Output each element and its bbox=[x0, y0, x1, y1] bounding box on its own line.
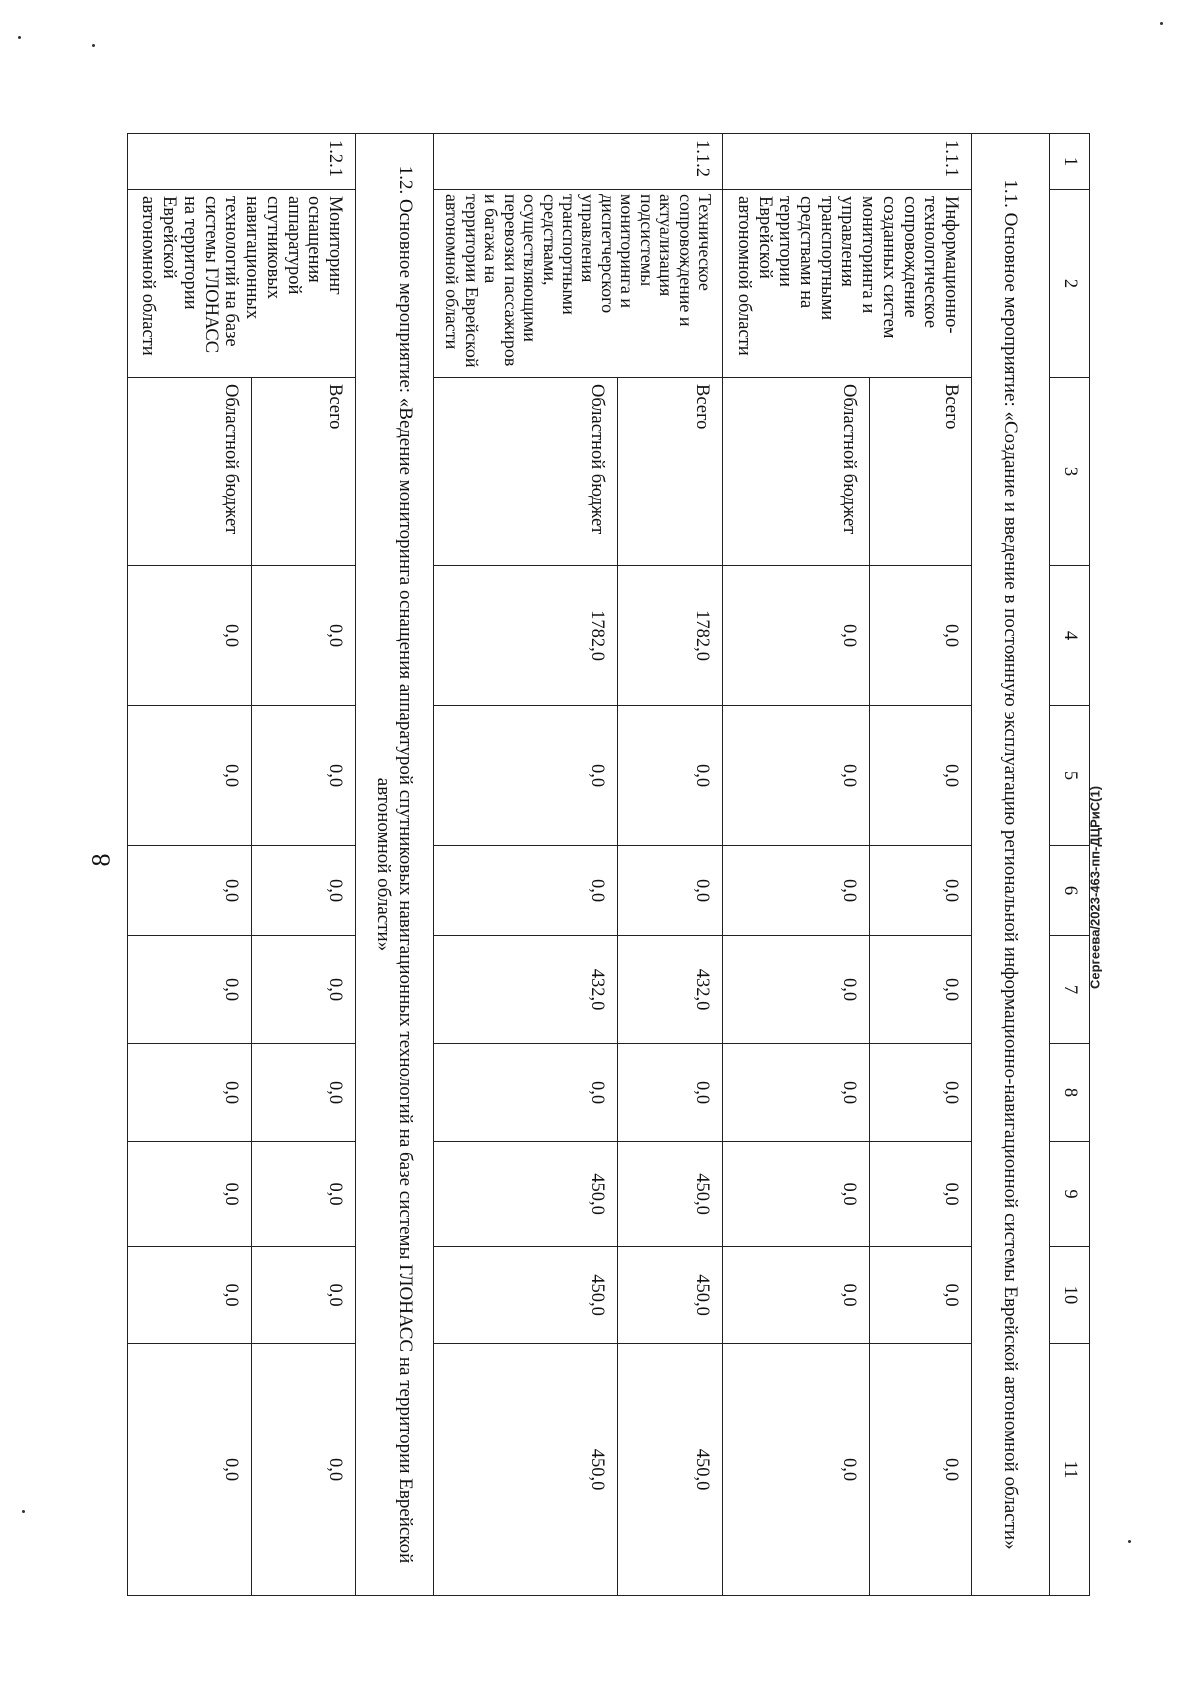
funding-source: Всего bbox=[252, 378, 356, 566]
value-cell: 0,0 bbox=[127, 1247, 251, 1344]
value-cell: 0,0 bbox=[869, 1142, 971, 1247]
value-cell: 0,0 bbox=[433, 706, 617, 846]
table-row bbox=[869, 134, 971, 1596]
funding-source: Всего bbox=[617, 378, 723, 566]
value-cell: 0,0 bbox=[127, 706, 251, 846]
header-cell: 2 bbox=[1050, 190, 1090, 378]
document-code: Сергеева/2023-463-пп-ДЦРиС(1) bbox=[1087, 785, 1103, 990]
table-row bbox=[252, 134, 356, 1596]
item-name: Мониторинг оснащения аппаратурой спутниковых навигационных технологий на базе системы ГЛОНАСС на территории Еврейской автономной области bbox=[127, 190, 355, 378]
value-cell: 0,0 bbox=[617, 706, 723, 846]
value-cell: 0,0 bbox=[252, 1044, 356, 1142]
scan-speck bbox=[1128, 1540, 1131, 1543]
value-cell: 0,0 bbox=[252, 706, 356, 846]
value-cell: 0,0 bbox=[723, 1142, 870, 1247]
section-row bbox=[972, 134, 1050, 1596]
value-cell: 0,0 bbox=[869, 846, 971, 936]
scan-speck bbox=[22, 1510, 25, 1513]
value-cell: 432,0 bbox=[617, 936, 723, 1044]
value-cell: 0,0 bbox=[433, 846, 617, 936]
budget-table-rotated bbox=[138, 133, 1090, 1595]
item-code: 1.1.2 bbox=[433, 134, 722, 190]
value-cell: 450,0 bbox=[433, 1344, 617, 1596]
funding-source: Областной бюджет bbox=[433, 378, 617, 566]
header-cell: 5 bbox=[1050, 706, 1090, 846]
value-cell: 0,0 bbox=[127, 846, 251, 936]
page-number: 8 bbox=[86, 853, 116, 867]
value-cell: 0,0 bbox=[869, 1247, 971, 1344]
value-cell: 0,0 bbox=[252, 1142, 356, 1247]
value-cell: 0,0 bbox=[252, 936, 356, 1044]
value-cell: 450,0 bbox=[617, 1142, 723, 1247]
value-cell: 0,0 bbox=[127, 1344, 251, 1596]
value-cell: 0,0 bbox=[127, 1142, 251, 1247]
value-cell: 0,0 bbox=[252, 566, 356, 706]
value-cell: 0,0 bbox=[723, 706, 870, 846]
header-cell: 10 bbox=[1050, 1247, 1090, 1344]
value-cell: 1782,0 bbox=[617, 566, 723, 706]
value-cell: 0,0 bbox=[723, 936, 870, 1044]
scan-speck bbox=[18, 36, 21, 39]
item-code: 1.2.1 bbox=[127, 134, 355, 190]
value-cell: 0,0 bbox=[869, 936, 971, 1044]
section-row bbox=[355, 134, 433, 1596]
value-cell: 0,0 bbox=[869, 706, 971, 846]
item-name: Информационно-технологическое сопровождение созданных систем мониторинга и управления транспортными средствами на территории Еврейской автономной области bbox=[723, 190, 972, 378]
table-row bbox=[617, 134, 723, 1596]
value-cell: 0,0 bbox=[723, 566, 870, 706]
value-cell: 432,0 bbox=[433, 936, 617, 1044]
value-cell: 0,0 bbox=[252, 1247, 356, 1344]
header-cell: 8 bbox=[1050, 1044, 1090, 1142]
value-cell: 450,0 bbox=[433, 1142, 617, 1247]
value-cell: 0,0 bbox=[723, 1344, 870, 1596]
item-name: Техническое сопровождение и актуализация подсистемы мониторинга и диспетчерского управления транспортными средствами, осуществляющими перевозки пассажиров и багажа на территории Еврейской автономной области bbox=[433, 190, 722, 378]
value-cell: 1782,0 bbox=[433, 566, 617, 706]
section-title: 1.1. Основное мероприятие: «Создание и введение в постоянную эксплуатацию региональной информационно-навигационной системы Еврейской автономной области» bbox=[972, 134, 1050, 1596]
value-cell: 0,0 bbox=[252, 1344, 356, 1596]
section-title: 1.2. Основное мероприятие: «Ведение мониторинга оснащения аппаратурой спутниковых навигационных технологий на базе системы ГЛОНАСС на территории Еврейской автономной области» bbox=[355, 134, 433, 1596]
funding-source: Всего bbox=[869, 378, 971, 566]
header-cell: 11 bbox=[1050, 1344, 1090, 1596]
header-cell: 9 bbox=[1050, 1142, 1090, 1247]
budget-table bbox=[127, 133, 1090, 1596]
value-cell: 450,0 bbox=[617, 1247, 723, 1344]
value-cell: 0,0 bbox=[869, 566, 971, 706]
header-cell: 7 bbox=[1050, 936, 1090, 1044]
value-cell: 0,0 bbox=[617, 846, 723, 936]
value-cell: 0,0 bbox=[723, 1044, 870, 1142]
value-cell: 450,0 bbox=[433, 1247, 617, 1344]
funding-source: Областной бюджет bbox=[723, 378, 870, 566]
header-cell: 3 bbox=[1050, 378, 1090, 566]
value-cell: 0,0 bbox=[433, 1044, 617, 1142]
scan-speck bbox=[1160, 22, 1163, 25]
table-header-row bbox=[1050, 134, 1090, 1596]
value-cell: 450,0 bbox=[617, 1344, 723, 1596]
item-code: 1.1.1 bbox=[723, 134, 972, 190]
value-cell: 0,0 bbox=[869, 1344, 971, 1596]
value-cell: 0,0 bbox=[127, 1044, 251, 1142]
value-cell: 0,0 bbox=[723, 846, 870, 936]
header-cell: 1 bbox=[1050, 134, 1090, 190]
value-cell: 0,0 bbox=[127, 566, 251, 706]
header-cell: 4 bbox=[1050, 566, 1090, 706]
scan-speck bbox=[92, 44, 95, 47]
value-cell: 0,0 bbox=[617, 1044, 723, 1142]
value-cell: 0,0 bbox=[127, 936, 251, 1044]
value-cell: 0,0 bbox=[869, 1044, 971, 1142]
value-cell: 0,0 bbox=[252, 846, 356, 936]
value-cell: 0,0 bbox=[723, 1247, 870, 1344]
header-cell: 6 bbox=[1050, 846, 1090, 936]
funding-source: Областной бюджет bbox=[127, 378, 251, 566]
